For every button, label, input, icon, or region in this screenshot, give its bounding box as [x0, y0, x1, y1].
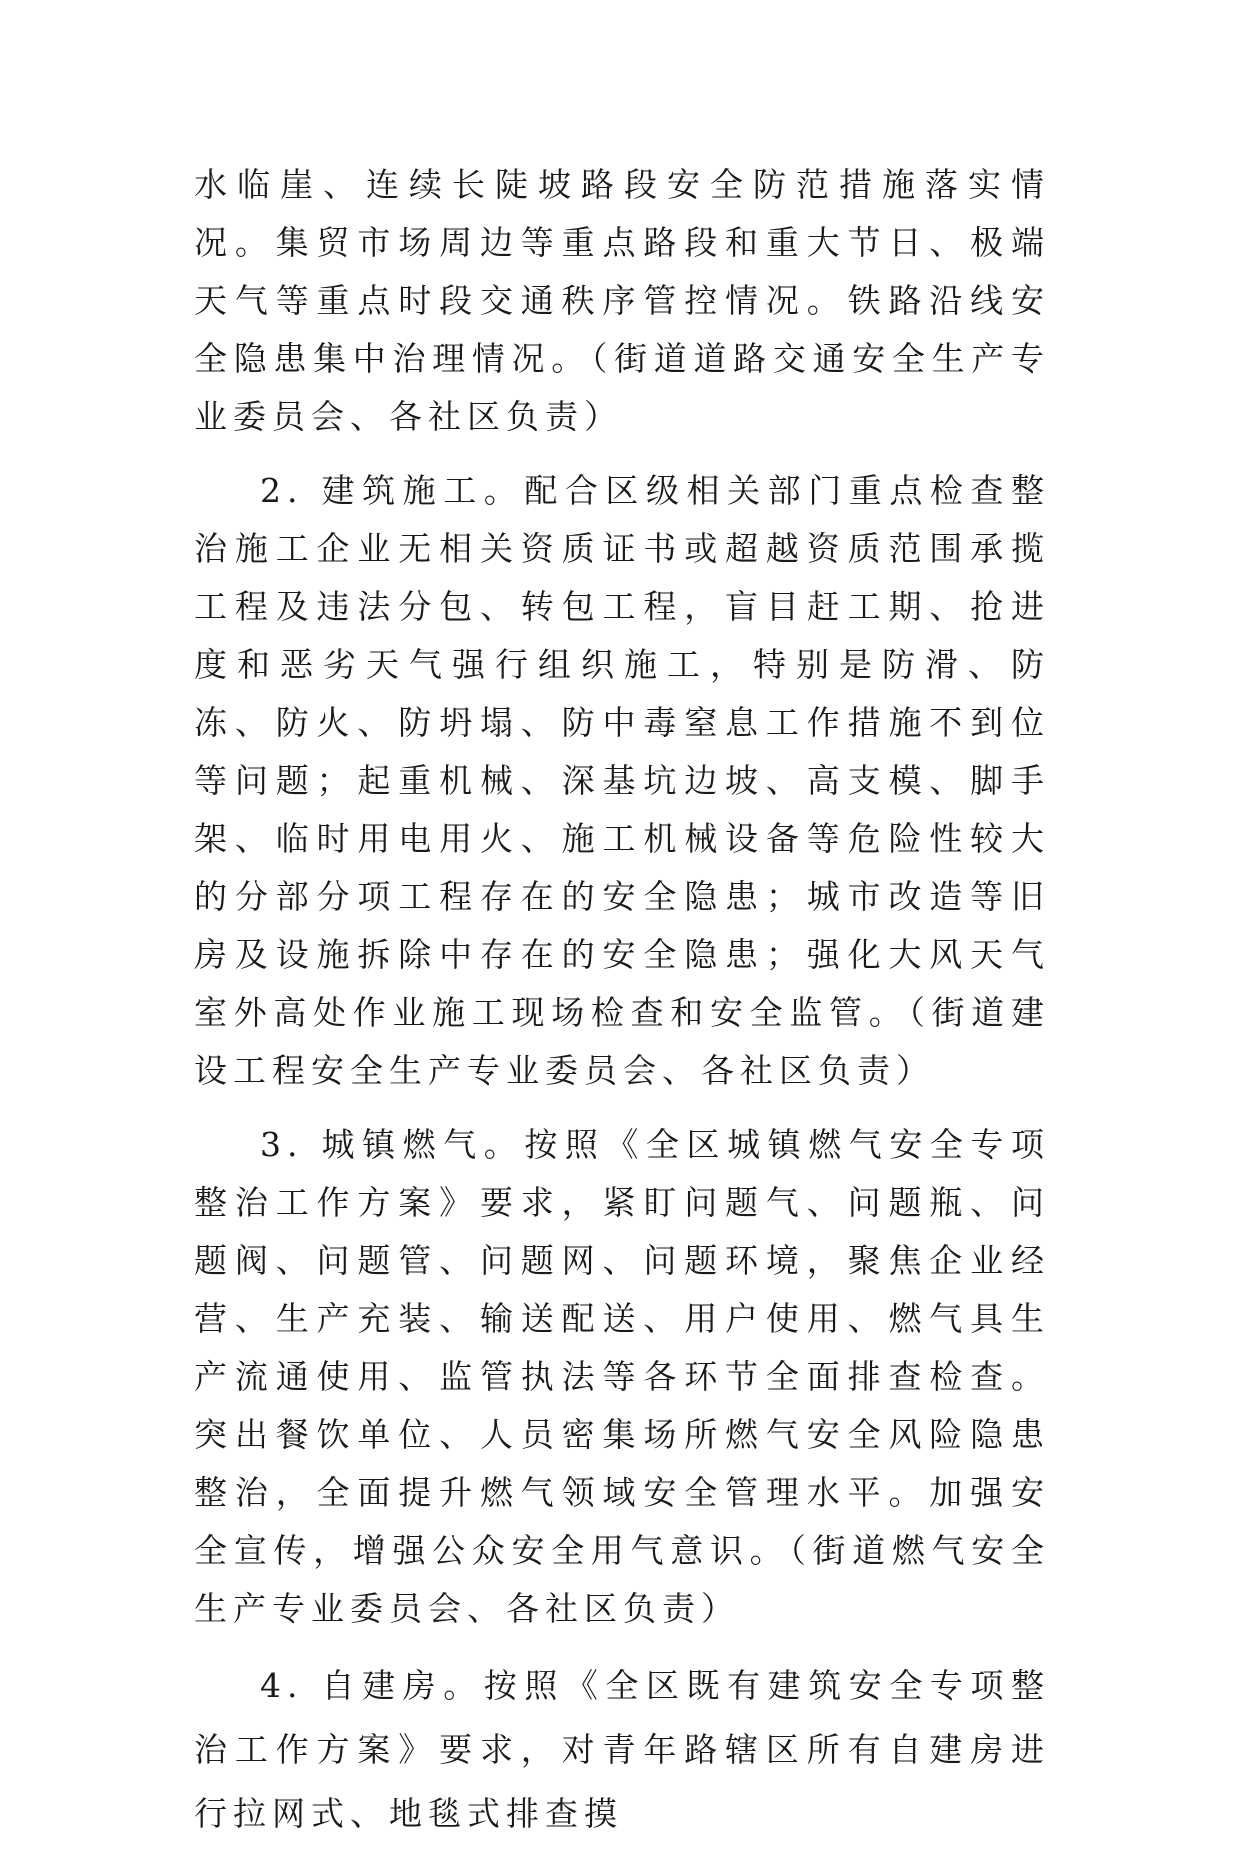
paragraph-construction: 2. 建筑施工。配合区级相关部门重点检查整治施工企业无相关资质证书或超越资质范围承揽工程及违法分包、转包工程，盲目赶工期、抢进度和恶劣天气强行组织施工，特别是防滑、防冻、防火、防坍塌、防中毒窒息工作措施不到位等问题；起重机械、深基坑边坡、高支模、脚手架、临时用电用火、施工机械设备等危险性较大的分部分项工程存在的安全隐患；城市改造等旧房及设施拆除中存在的安全隐患；强化大风天气室外高处作业施工现场检查和安全监管。（街道建设工程安全生产专业委员会、各社区负责） — [194, 471, 1050, 1090]
paragraph-road-traffic-continued: 水临崖、连续长陡坡路段安全防范措施落实情况。集贸市场周边等重点路段和重大节日、极端天气等重点时段交通秩序管控情况。铁路沿线安全隐患集中治理情况。（街道道路交通安全生产专业委员会、各社区负责） — [194, 165, 1050, 436]
document-page — [194, 156, 1050, 1862]
paragraph-self-built-housing: 4. 自建房。按照《全区既有建筑安全专项整治工作方案》要求，对青年路辖区所有自建房进行拉网式、地毯式排查摸 — [194, 1666, 1050, 1833]
paragraph-gas: 3. 城镇燃气。按照《全区城镇燃气安全专项整治工作方案》要求，紧盯问题气、问题瓶、问题阀、问题管、问题网、问题环境，聚焦企业经营、生产充装、输送配送、用户使用、燃气具生产流通使用、监管执法等各环节全面排查检查。突出餐饮单位、人员密集场所燃气安全风险隐患整治，全面提升燃气领域安全管理水平。加强安全宣传，增强公众安全用气意识。（街道燃气安全生产专业委员会、各社区负责） — [194, 1125, 1050, 1628]
